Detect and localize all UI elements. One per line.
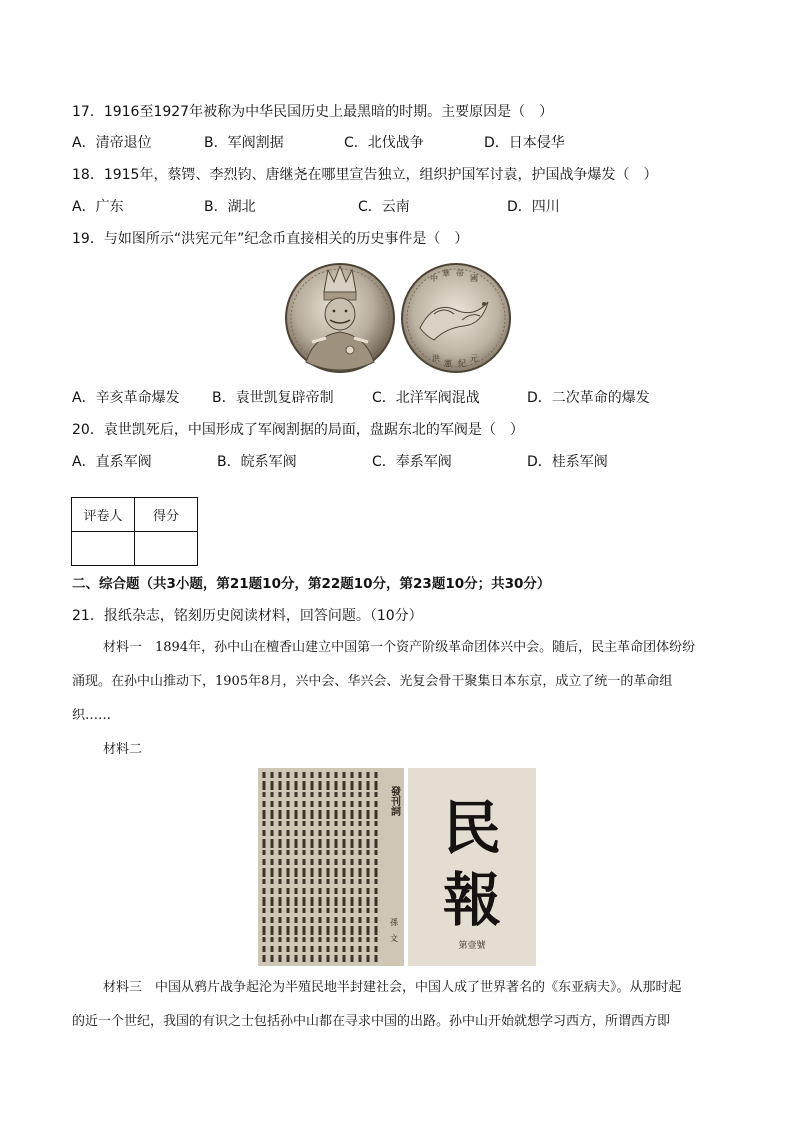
material-1-line: 材料一 1894年，孙中山在檀香山建立中国第一个资产阶级革命团体兴中会。随后，民主革命团体纷纷 — [103, 640, 696, 655]
q20-option-b[interactable]: B．皖系军阀 — [217, 454, 297, 470]
coin-obverse-portrait — [286, 264, 394, 372]
coin-legend-char: 華 — [442, 269, 450, 278]
masthead-char-bao: 報 — [442, 866, 502, 934]
article-title: 發刊詞 — [388, 786, 400, 816]
coin-legend-char: 紀 — [458, 359, 466, 368]
q19-option-b[interactable]: B．袁世凯复辟帝制 — [212, 390, 334, 406]
coin-legend-char: 帝 — [456, 269, 464, 278]
score-label: 得分 — [135, 498, 198, 532]
grader-cell[interactable] — [72, 532, 135, 566]
q17-option-b[interactable]: B．军阀割据 — [204, 135, 284, 151]
material-3-line: 的近一个世纪，我国的有识之士包括孙中山都在寻求中国的出路。孙中山开始就想学习西方，所谓西方即 — [72, 1014, 671, 1029]
section-2-title: 二、综合题（共3小题，第21题10分，第22题10分，第23题10分；共30分） — [72, 576, 551, 592]
material-1-line: 织…… — [72, 708, 112, 723]
coin-legend-char: 元 — [470, 354, 478, 363]
question-19-stem: 19．与如图所示“洪宪元年”纪念币直接相关的历史事件是（ ） — [72, 231, 469, 247]
question-17-stem: 17．1916至1927年被称为中华民国历史上最黑暗的时期。主要原因是（ ） — [72, 104, 554, 120]
score-cell[interactable] — [135, 532, 198, 566]
material-2-label: 材料二 — [103, 742, 143, 757]
q20-option-c[interactable]: C．奉系军阀 — [372, 454, 452, 470]
question-20-stem: 20．袁世凯死后，中国形成了军阀割据的局面，盘踞东北的军阀是（ ） — [72, 422, 524, 438]
coin-legend-char: 國 — [470, 274, 478, 283]
q17-option-a[interactable]: A．清帝退位 — [72, 135, 152, 151]
q19-option-c[interactable]: C．北洋军阀混战 — [372, 390, 480, 406]
coin-legend-char: 洪 — [432, 354, 440, 363]
coin-reverse-dragon — [402, 264, 510, 372]
question-18-stem: 18．1915年，蔡锷、李烈钧、唐继尧在哪里宣告独立，组织护国军讨袁，护国战争爆发（ ） — [72, 167, 658, 183]
q17-option-d[interactable]: D．日本侵华 — [484, 135, 565, 151]
article-author: 孫 文 — [389, 918, 399, 942]
coin-legend-char: 中 — [430, 274, 438, 283]
masthead-char-min: 民 — [442, 794, 502, 862]
issue-number: 第壹號 — [458, 941, 486, 951]
q20-option-a[interactable]: A．直系军阀 — [72, 454, 152, 470]
q18-option-b[interactable]: B．湖北 — [204, 199, 256, 215]
material-1-line: 涌现。在孙中山推动下，1905年8月，兴中会、华兴会、光复会骨干聚集日本东京，成立了统一的革命组 — [72, 674, 673, 689]
q19-option-a[interactable]: A．辛亥革命爆发 — [72, 390, 180, 406]
material-3-line: 材料三 中国从鸦片战争起沦为半殖民地半封建社会，中国人成了世界著名的《东亚病夫》。从那时起 — [103, 980, 682, 995]
minbao-newspaper-image — [258, 768, 536, 966]
q18-option-d[interactable]: D．四川 — [507, 199, 560, 215]
score-table — [71, 497, 198, 566]
q18-option-a[interactable]: A．广东 — [72, 199, 124, 215]
q20-option-d[interactable]: D．桂系军阀 — [527, 454, 608, 470]
question-21-stem: 21．报纸杂志，铭刻历史阅读材料，回答问题。（10分） — [72, 608, 423, 624]
hongxian-coin-image — [284, 262, 514, 374]
q18-option-c[interactable]: C．云南 — [358, 199, 410, 215]
q17-option-c[interactable]: C．北伐战争 — [344, 135, 424, 151]
coin-legend-char: 憲 — [444, 359, 452, 368]
q19-option-d[interactable]: D．二次革命的爆发 — [527, 390, 650, 406]
grader-label: 评卷人 — [72, 498, 135, 532]
